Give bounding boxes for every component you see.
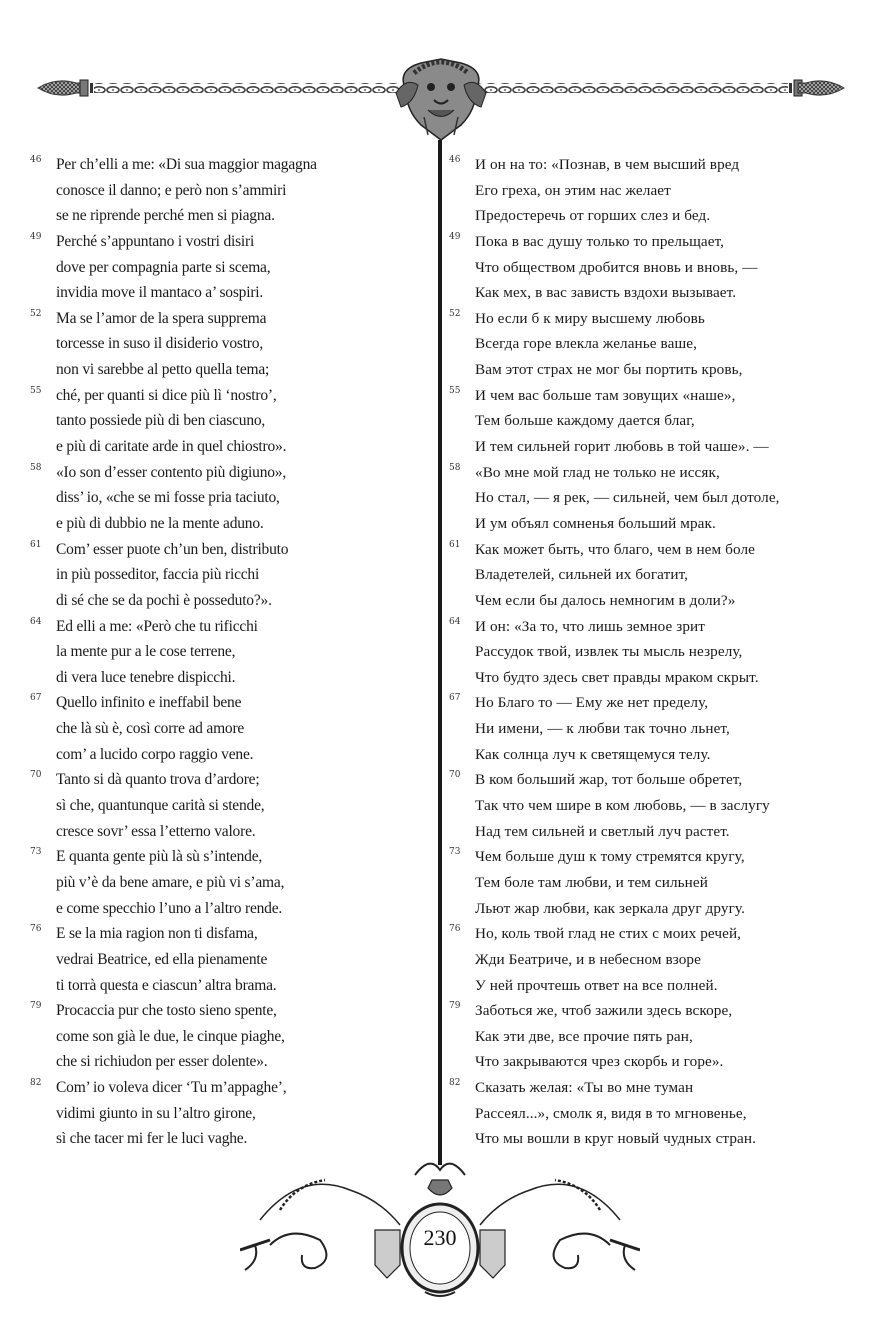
verse-line: В ком больший жар, тот больше обретет, [475, 771, 743, 789]
verse-line: Но если б к миру высшему любовь [475, 309, 705, 327]
tercet [449, 1075, 845, 1152]
verse-number: 70 [449, 770, 461, 781]
verse-line: Владетелей, сильней их богатит, [475, 566, 689, 584]
verse-number: 46 [30, 155, 42, 165]
verse-number: 82 [449, 1078, 461, 1089]
verse-line: sì che tacer mi fer le luci vaghe. [56, 1130, 248, 1148]
verse-line: Так что чем шире в ком любовь, — в заслугу [475, 797, 770, 815]
verse-number: 46 [449, 155, 461, 165]
verse-line: Чем больше душ к тому стремятся кругу, [475, 848, 745, 866]
tercet [449, 152, 845, 229]
verse-line: che si richiudon per esser dolente». [56, 1053, 268, 1071]
verse-line: la mente pur a le cose terrene, [56, 643, 236, 661]
verse-number: 70 [30, 770, 42, 781]
tercet [449, 537, 845, 614]
verse-line: dove per compagnia parte si scema, [56, 258, 271, 276]
urn-icon [428, 1180, 452, 1195]
verse-line: Как мех, в вас зависть вздохи вызывает. [475, 284, 737, 302]
verse-line: Пока в вас душу только то прельщает, [475, 232, 725, 250]
verse-number: 61 [449, 539, 461, 550]
verse-line: conosce il danno; e però non s’ammiri [56, 181, 287, 199]
verse-line: И чем вас больше там зовущих «наше», [475, 386, 736, 404]
verse-line: Чем если бы далось немногим в доли?» [475, 591, 736, 609]
verse-line: Как солнца луч к светящемуся телу. [475, 745, 711, 763]
tercet [30, 383, 426, 460]
verse-line: Тем больше каждому дается благ, [475, 412, 695, 430]
tercet [449, 921, 845, 998]
verse-line: Com’ esser puote ch’un ben, distributo [56, 540, 289, 558]
column-divider [438, 140, 442, 1165]
tercet [449, 844, 845, 921]
verse-line: Но, коль твой глад не стих с моих речей, [475, 925, 742, 943]
verse-line: И ум объял сомненья больший мрак. [475, 514, 716, 532]
verse-line: И он: «За то, что лишь земное зрит [475, 617, 706, 635]
verse-line: Заботься же, чтоб зажили здесь вскоре, [475, 1002, 733, 1020]
tercet [449, 306, 845, 383]
verse-line: com’ a lucido corpo raggio vene. [56, 745, 254, 763]
verse-number: 67 [449, 693, 461, 704]
page-number: 230 [423, 1225, 457, 1250]
tercet [449, 460, 845, 537]
verse-line: Perché s’appuntano i vostri disiri [56, 232, 255, 250]
tercet [30, 998, 426, 1075]
verse-line: E se la mia ragion non ti disfama, [56, 925, 258, 943]
verse-line: Что обществом дробится вновь и вновь, — [475, 258, 758, 276]
verse-number: 82 [30, 1078, 42, 1089]
verse-number: 49 [449, 231, 461, 242]
verse-line: Предостеречь от горших слез и бед. [475, 207, 711, 225]
verse-line: vidimi giunto in su l’altro girone, [56, 1104, 256, 1122]
verse-line: e più di caritate arde in quel chiostro». [56, 438, 287, 456]
verse-line: Но стал, — я рек, — сильней, чем был дотоле, [475, 489, 780, 507]
verse-line: Ed elli a me: «Però che tu rificchi [56, 617, 258, 635]
tercet [30, 767, 426, 844]
verse-line: Что мы вошли в круг новый чудных стран. [475, 1130, 756, 1148]
verse-line: in più posseditor, faccia più ricchi [56, 566, 260, 584]
verse-number: 49 [30, 231, 42, 242]
italian-column [30, 152, 426, 1152]
verse-line: Рассеял...», смолк я, видя в то мгновенье, [475, 1104, 747, 1122]
verse-line: Как может быть, что благо, чем в нем боле [475, 540, 755, 558]
tercet [30, 690, 426, 767]
tercet [30, 921, 426, 998]
tercet [449, 383, 845, 460]
verse-number: 67 [30, 693, 42, 704]
verse-line: Tanto si dà quanto trova d’ardore; [56, 771, 260, 789]
verse-line: Как эти две, все прочие пять ран, [475, 1027, 693, 1045]
verse-number: 58 [449, 462, 461, 473]
verse-number: 76 [30, 924, 42, 935]
verse-line: cresce sovr’ essa l’etterno valore. [56, 822, 256, 840]
verse-line: Quello infinito e ineffabil bene [56, 694, 242, 712]
tercet [30, 614, 426, 691]
verse-line: Над тем сильней и светлый луч растет. [475, 822, 730, 840]
verse-line: Сказать желая: «Ты во мне туман [475, 1079, 694, 1097]
verse-line: e più di dubbio ne la mente aduno. [56, 514, 264, 532]
verse-line: Всегда горе влекла желанье ваше, [475, 335, 697, 353]
verse-number: 61 [30, 539, 42, 550]
verse-line: di sé che se da pochi è posseduto?». [56, 591, 272, 609]
verse-number: 76 [449, 924, 461, 935]
verse-line: Тем боле там любви, и тем сильней [475, 873, 708, 891]
verse-number: 52 [30, 308, 42, 319]
verse-number: 58 [30, 462, 42, 473]
right-finial-icon [789, 80, 844, 96]
verse-line: «Во мне мой глад не только не иссяк, [475, 463, 720, 481]
verse-line: sì che, quantunque carità si stende, [56, 797, 265, 815]
tercet [449, 767, 845, 844]
tercet [449, 998, 845, 1075]
left-finial-icon [38, 80, 93, 96]
russian-column [449, 152, 845, 1152]
tercet [30, 229, 426, 306]
verse-number: 55 [30, 385, 42, 396]
verse-line: И тем сильней горит любовь в той чаше». — [475, 438, 769, 456]
verse-line: che là sù è, così corre ad amore [56, 720, 245, 738]
verse-line: Вам этот страх не мог бы портить кровь, [475, 361, 743, 379]
verse-number: 52 [449, 308, 461, 319]
verse-line: e come specchio l’uno a l’altro rende. [56, 899, 283, 917]
verse-line: Что закрываются чрез скорбь и горе». [475, 1053, 724, 1071]
left-chain-icon [94, 83, 404, 93]
verse-number: 64 [449, 616, 461, 627]
tercet [449, 690, 845, 767]
verse-number: 64 [30, 616, 42, 627]
verse-line: più v’è da bene amare, e più vi s’ama, [56, 873, 285, 891]
verse-line: E quanta gente più là sù s’intende, [56, 848, 263, 866]
tercet [449, 229, 845, 306]
verse-line: di vera luce tenebre dispicchi. [56, 668, 236, 686]
verse-line: Рассудок твой, извлек ты мысль незрелу, [475, 643, 743, 661]
verse-line: non vi sarebbe al petto quella tema; [56, 361, 270, 379]
verse-line: vedrai Beatrice, ed ella pienamente [56, 950, 268, 968]
verse-line: Его греха, он этим нас желает [475, 181, 671, 199]
tercet [30, 152, 426, 229]
tercet [449, 614, 845, 691]
verse-line: Procaccia pur che tosto sieno spente, [56, 1002, 277, 1020]
verse-line: invidia move il mantaco a’ sospiri. [56, 284, 264, 302]
verse-line: У ней прочтешь ответ на все полней. [475, 976, 718, 994]
right-chain-icon [478, 83, 788, 93]
verse-line: Com’ io voleva dicer ‘Tu m’appaghe’, [56, 1079, 287, 1097]
verse-line: Per ch’elli a me: «Di sua maggior magagna [56, 156, 317, 173]
tercet [30, 844, 426, 921]
verse-number: 73 [30, 847, 42, 858]
verse-line: Что будто здесь свет правды мраком скрыт. [475, 668, 759, 686]
verse-number: 55 [449, 385, 461, 396]
verse-number: 73 [449, 847, 461, 858]
tercet [30, 460, 426, 537]
verse-line: «Io son d’esser contento più digiuno», [56, 463, 287, 481]
tercet [30, 306, 426, 383]
verse-number: 79 [449, 1001, 461, 1012]
verse-line: И он на то: «Познав, в чем высший вред [475, 156, 740, 173]
tercet [30, 1075, 426, 1152]
verse-number: 79 [30, 1001, 42, 1012]
verse-line: ché, per quanti si dice più lì ‘nostro’, [56, 386, 277, 404]
verse-line: Но Благо то — Ему же нет пределу, [475, 694, 709, 712]
verse-line: ti torrà questa e ciascun’ altra brama. [56, 976, 277, 994]
verse-line: Ни имени, — к любви так точно льнет, [475, 720, 730, 738]
lion-mask-icon [396, 59, 486, 140]
tercet [30, 537, 426, 614]
verse-line: torcesse in suso il disiderio vostro, [56, 335, 263, 353]
verse-line: tanto possiede più di ben ciascuno, [56, 412, 266, 430]
verse-line: Ma se l’amor de la spera supprema [56, 309, 267, 327]
verse-line: Жди Беатриче, и в небесном взоре [475, 950, 701, 968]
verse-line: se ne riprende perché men si piagna. [56, 207, 275, 225]
verse-line: diss’ io, «che se mi fosse pria taciuto, [56, 489, 280, 507]
verse-line: come son già le due, le cinque piaghe, [56, 1027, 285, 1045]
verse-line: Льют жар любви, как зеркала друг другу. [475, 899, 745, 917]
